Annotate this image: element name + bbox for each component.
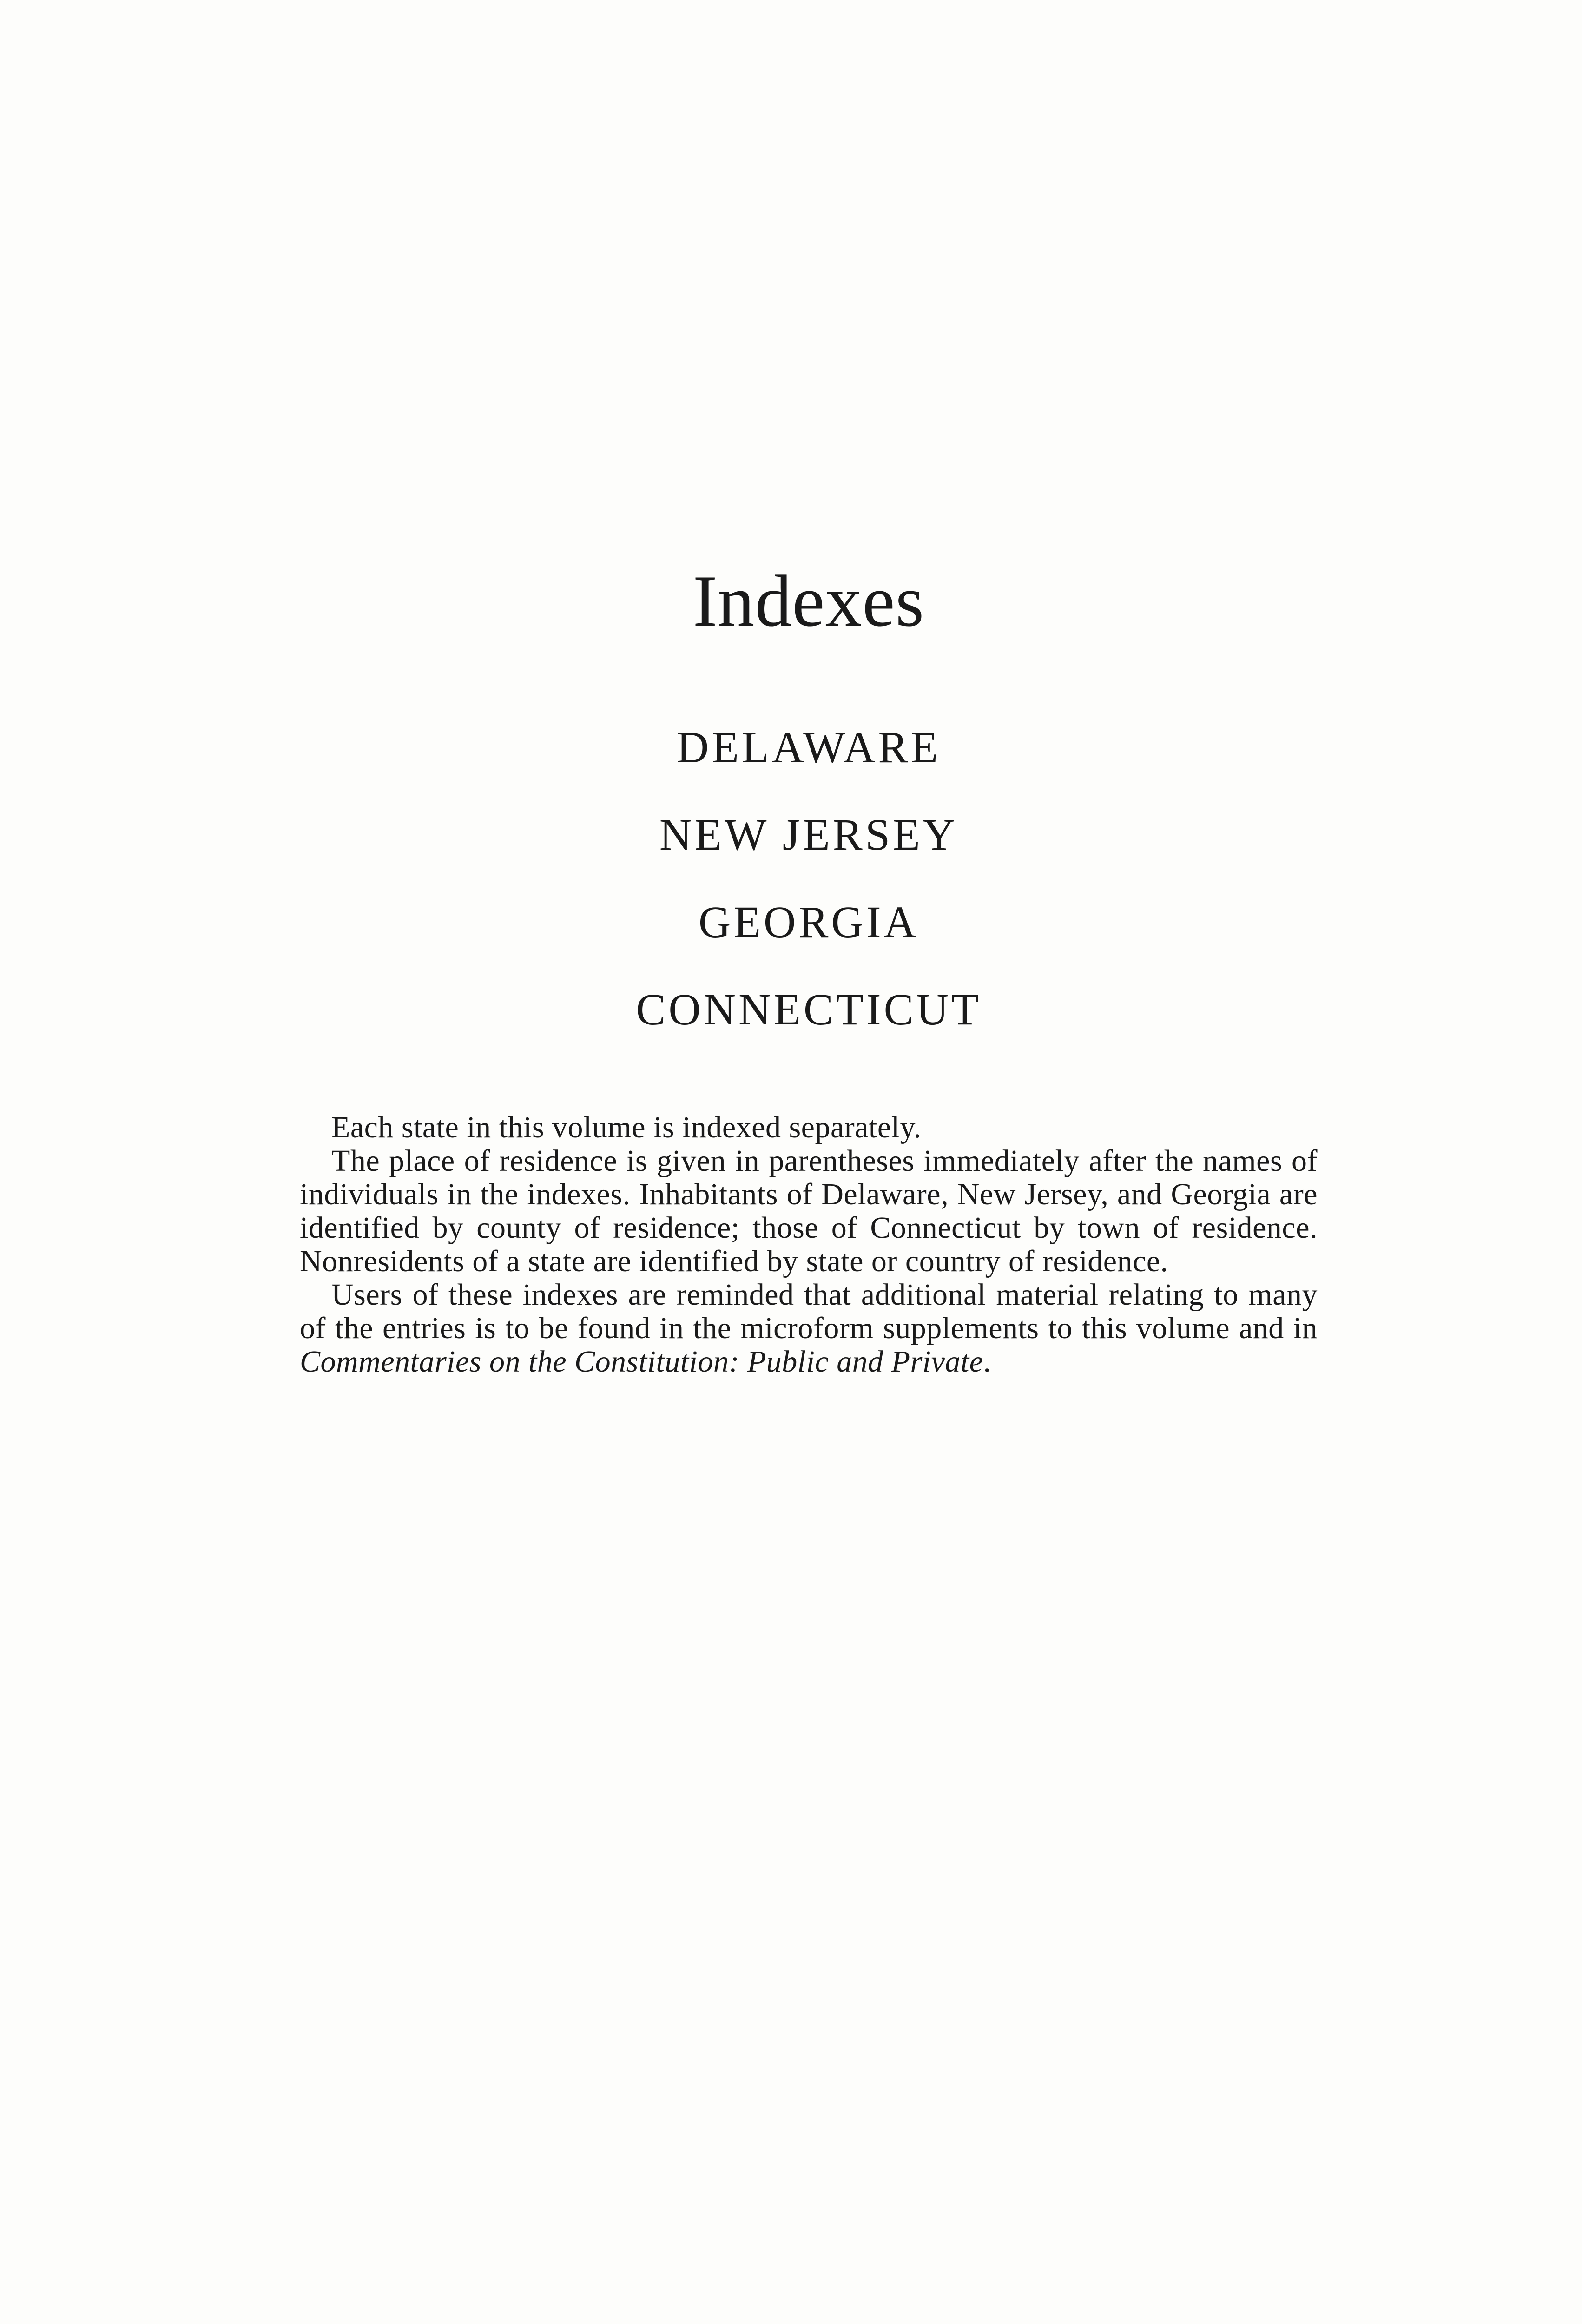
note-paragraph-supplements <box>300 1278 1318 1379</box>
note-supplements-end: . <box>983 1345 991 1379</box>
note-supplements-text: Users of these indexes are reminded that additional material relating to many of the entries is to be found in the microform supplements to this volume and in <box>300 1278 1318 1345</box>
note-paragraph-residence: The place of residence is given in parentheses immediately after the names of individuals in the indexes. Inhabitants of Delaware, New Jersey, and Georgia are identified by county of residence; those of Connecticut by town of residence. Nonresidents of a state are identified by state or country of residence. <box>300 1144 1318 1278</box>
index-notes <box>300 1111 1318 1379</box>
state-delaware: DELAWARE <box>676 722 941 772</box>
page-title: Indexes <box>692 561 925 642</box>
note-paragraph-separate-indexing: Each state in this volume is indexed separately. <box>331 1110 922 1144</box>
commentaries-title: Commentaries on the Constitution: Public and Private <box>300 1345 983 1379</box>
state-new-jersey: NEW JERSEY <box>659 810 958 859</box>
state-connecticut: CONNECTICUT <box>636 984 982 1034</box>
state-georgia: GEORGIA <box>699 897 919 947</box>
